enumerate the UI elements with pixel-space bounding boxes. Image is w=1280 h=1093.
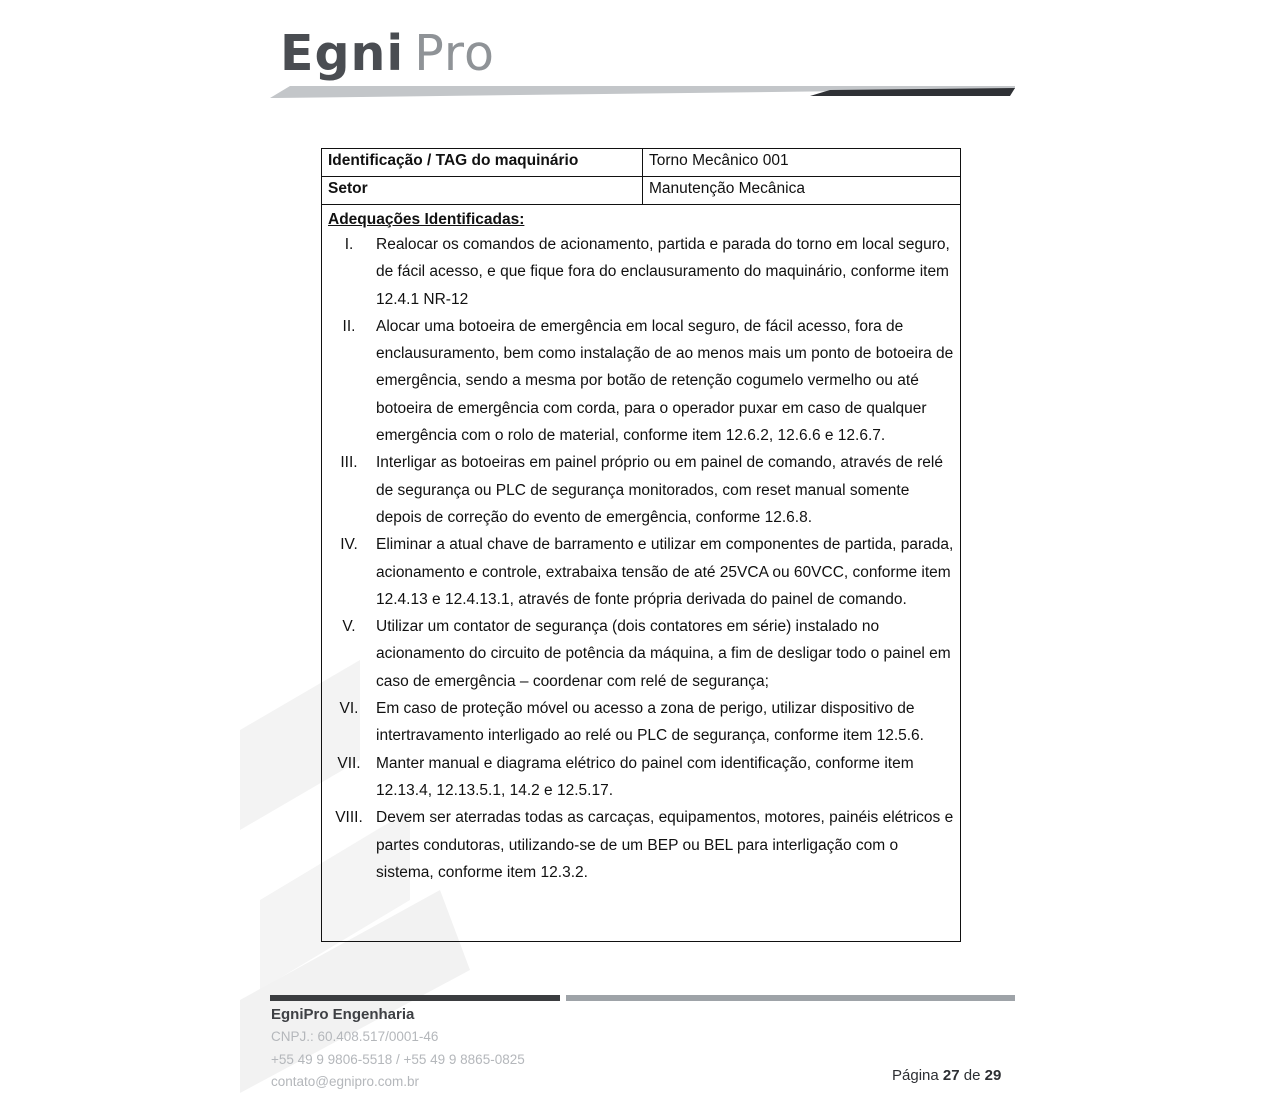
- inspection-table: [321, 148, 961, 942]
- item-number: I.: [344, 236, 354, 253]
- list-item: [322, 231, 960, 313]
- list-item: [322, 613, 960, 695]
- header-band: [270, 86, 1015, 100]
- page-total: 29: [984, 1067, 1002, 1084]
- identification-value: Torno Mecânico 001: [649, 152, 789, 169]
- list-item: [322, 750, 960, 805]
- item-text: Realocar os comandos de acionamento, partida e parada do torno em local seguro, de fácil acesso, e que fique fora do enclausuramento do maquinário, conforme item 12.4.1 NR-12: [376, 236, 950, 308]
- sector-label: Setor: [322, 177, 643, 204]
- page-current: 27: [942, 1067, 960, 1084]
- footer-divider: [270, 995, 1015, 1001]
- item-text: Eliminar a atual chave de barramento e utilizar em componentes de partida, parada, acionamento e controle, extrabaixa tensão de até 25VCA ou 60VCC, conforme item 12.4.13 e 12.4.13.1, através de fonte própria derivada do painel de comando.: [376, 536, 954, 608]
- list-item: [322, 449, 960, 531]
- item-number: IV.: [340, 536, 358, 554]
- identification-label: Identificação / TAG do maquinário: [322, 149, 643, 176]
- page-prefix: Página: [892, 1067, 939, 1084]
- item-number: III.: [340, 454, 358, 472]
- footer-bar-dark: [270, 995, 560, 1001]
- footer-cnpj: CNPJ.: 60.408.517/0001-46: [271, 1029, 439, 1044]
- row-sector: [322, 177, 960, 205]
- page-of: de: [963, 1067, 981, 1084]
- item-number: VIII.: [335, 809, 363, 827]
- footer-bar-light: [566, 995, 1015, 1001]
- adjustments-list: [322, 231, 960, 886]
- item-number: VI.: [339, 700, 359, 718]
- item-text: Manter manual e diagrama elétrico do painel com identificação, conforme item 12.13.4, 12.13.5.1, 14.2 e 12.5.17.: [376, 754, 914, 799]
- footer-phones: +55 49 9 9806-5518 / +55 49 9 8865-0825: [271, 1052, 525, 1067]
- item-number: V.: [342, 618, 356, 636]
- logo-text-pro: Pro: [414, 25, 495, 82]
- row-identification: [322, 149, 960, 177]
- footer-email: contato@egnipro.com.br: [271, 1074, 420, 1089]
- sector-value: Manutenção Mecânica: [649, 180, 805, 197]
- egnipro-logo: [280, 24, 495, 84]
- item-text: Interligar as botoeiras em painel próprio ou em painel de comando, através de relé de segurança ou PLC de segurança monitorados, com reset manual somente depois de correção do evento de emergência, conforme 12.6.8.: [376, 454, 943, 526]
- page-number: [892, 1067, 1001, 1084]
- item-text: Em caso de proteção móvel ou acesso a zona de perigo, utilizar dispositivo de intertravamento interligado ao relé ou PLC de segurança, conforme item 12.5.6.: [376, 700, 924, 745]
- logo-text-egni: Egni: [280, 25, 405, 82]
- footer-company: EgniPro Engenharia: [271, 1006, 415, 1023]
- list-item: [322, 531, 960, 613]
- item-number: VII.: [337, 754, 361, 772]
- list-item: [322, 695, 960, 750]
- item-number: II.: [342, 317, 356, 335]
- item-text: Alocar uma botoeira de emergência em local seguro, de fácil acesso, fora de enclausuramento, bem como instalação de ao menos mais um ponto de botoeira de emergência, sendo a mesma por botão de retenção cogumelo vermelho ou até botoeira de emergência com corda, para o operador puxar em caso de qualquer emergência com o rolo de material, conforme item 12.6.2, 12.6.6 e 12.6.7.: [376, 317, 954, 445]
- item-text: Utilizar um contator de segurança (dois contatores em série) instalado no acionamento do circuito de potência da máquina, a fim de desligar todo o painel em caso de emergência – coordenar com relé de segurança;: [376, 618, 951, 690]
- list-item: [322, 313, 960, 449]
- list-item: [322, 804, 960, 886]
- item-text: Devem ser aterradas todas as carcaças, equipamentos, motores, painéis elétricos e partes condutoras, utilizando-se de um BEP ou BEL para interligação com o sistema, conforme item 12.3.2.: [376, 809, 954, 881]
- section-title: Adequações Identificadas:: [328, 211, 525, 228]
